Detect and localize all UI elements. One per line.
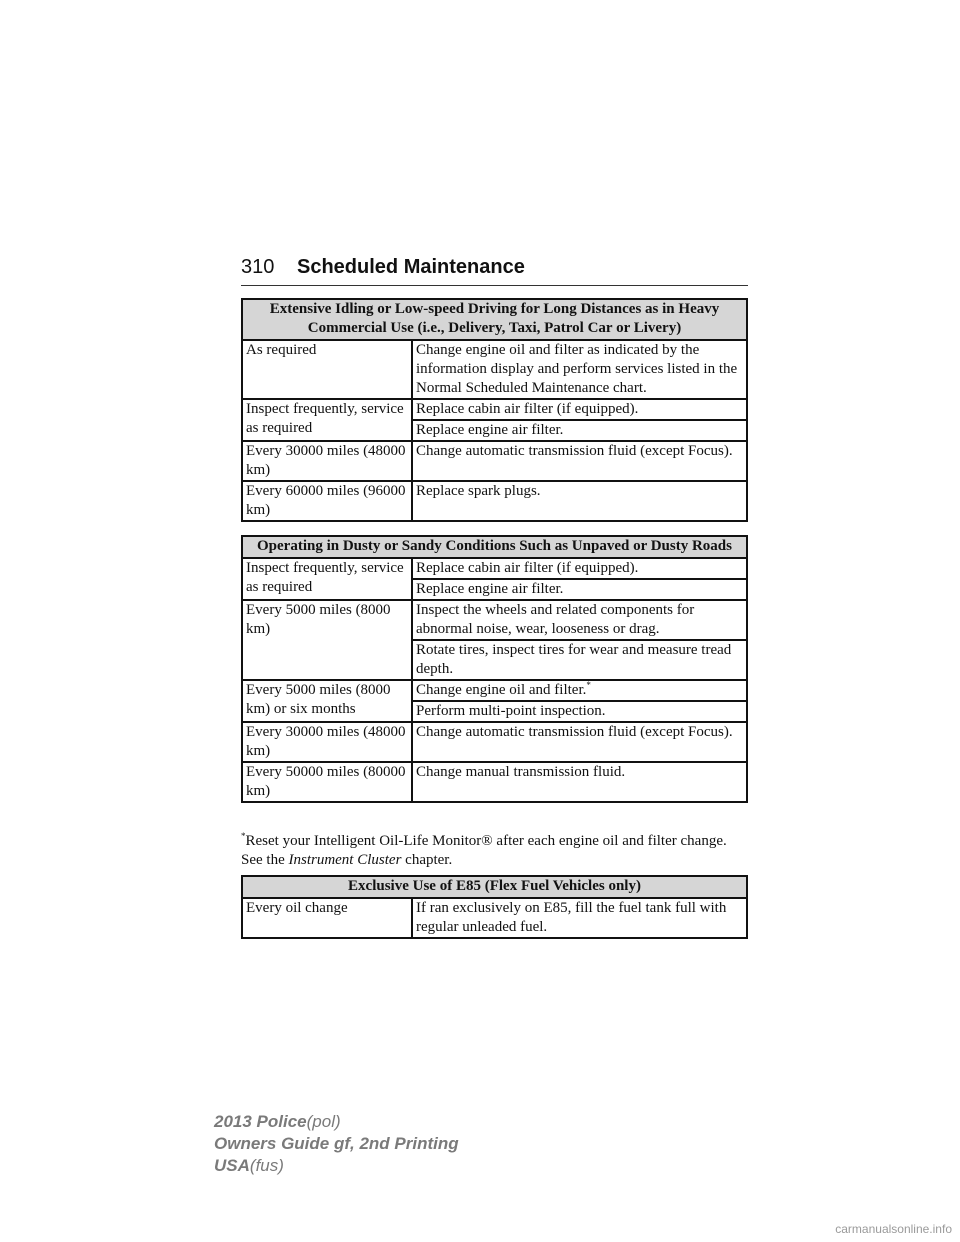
- footnote-mark: *: [586, 680, 591, 690]
- footnote-text-end: chapter.: [401, 852, 453, 868]
- footer-guide-line: [214, 1134, 459, 1154]
- chapter-reference: Instrument Cluster: [288, 852, 402, 868]
- maintenance-table-heavy-use: [241, 298, 748, 522]
- maintenance-table-dusty-conditions: [241, 535, 748, 803]
- footer-model: 2013 Police: [214, 1112, 307, 1131]
- table-title: Exclusive Use of E85 (Flex Fuel Vehicles only): [242, 876, 747, 898]
- footnote-mark: *: [241, 831, 246, 841]
- footer-region-code: (fus): [249, 1156, 284, 1175]
- table-row: [242, 441, 747, 481]
- table-row: [242, 600, 747, 640]
- service-text: Change engine oil and filter.: [416, 682, 587, 698]
- interval-cell: Every 30000 miles (48000 km): [242, 441, 412, 481]
- watermark: carmanualsonline.info: [835, 1222, 952, 1236]
- service-cell: Replace cabin air filter (if equipped).: [412, 558, 747, 579]
- footer-model-line: [214, 1112, 341, 1132]
- page-number: 310: [241, 256, 275, 278]
- interval-cell: Every oil change: [242, 898, 412, 938]
- service-cell: Replace engine air filter.: [412, 420, 747, 441]
- table-row: [242, 898, 747, 938]
- interval-cell: Every 60000 miles (96000 km): [242, 481, 412, 521]
- table-row: [242, 340, 747, 399]
- interval-cell: Inspect frequently, service as required: [242, 558, 412, 600]
- footnote-text: Reset your Intelligent Oil-Life Monitor® after each engine oil and filter change. See the: [241, 833, 727, 868]
- service-cell: Replace cabin air filter (if equipped).: [412, 399, 747, 420]
- header-rule: [241, 285, 748, 286]
- interval-cell: Every 30000 miles (48000 km): [242, 722, 412, 762]
- service-cell: If ran exclusively on E85, fill the fuel tank full with regular unleaded fuel.: [412, 898, 747, 938]
- service-cell: Inspect the wheels and related components for abnormal noise, wear, looseness or drag.: [412, 600, 747, 640]
- service-cell: Change automatic transmission fluid (except Focus).: [412, 441, 747, 481]
- footnote: [241, 832, 748, 870]
- footer-guide: Owners Guide gf, 2nd Printing: [214, 1134, 459, 1153]
- table-header-row: [242, 876, 747, 898]
- table-row: [242, 481, 747, 521]
- footer-model-code: (pol): [306, 1112, 341, 1131]
- service-cell: Change automatic transmission fluid (except Focus).: [412, 722, 747, 762]
- service-cell: Replace spark plugs.: [412, 481, 747, 521]
- interval-cell: Every 5000 miles (8000 km) or six months: [242, 680, 412, 722]
- service-cell: Change manual transmission fluid.: [412, 762, 747, 802]
- service-cell: Change engine oil and filter as indicated by the information display and perform services listed in the Normal Scheduled Maintenance chart.: [412, 340, 747, 399]
- table-row: [242, 722, 747, 762]
- table-row: [242, 558, 747, 579]
- interval-cell: Every 5000 miles (8000 km): [242, 600, 412, 680]
- table-row: [242, 399, 747, 420]
- footer-region-line: [214, 1156, 284, 1176]
- table-header-row: [242, 536, 747, 558]
- table-title: Extensive Idling or Low-speed Driving for Long Distances as in Heavy Commercial Use (i.e., Delivery, Taxi, Patrol Car or Livery): [242, 299, 747, 340]
- footer-region: USA: [214, 1156, 250, 1175]
- maintenance-table-e85: [241, 875, 748, 939]
- service-cell: [412, 680, 747, 701]
- page-header: [241, 256, 748, 286]
- table-header-row: [242, 299, 747, 340]
- service-cell: Replace engine air filter.: [412, 579, 747, 600]
- service-cell: Rotate tires, inspect tires for wear and measure tread depth.: [412, 640, 747, 680]
- interval-cell: Inspect frequently, service as required: [242, 399, 412, 441]
- table-row: [242, 680, 747, 701]
- service-cell: Perform multi-point inspection.: [412, 701, 747, 722]
- table-row: [242, 762, 747, 802]
- section-title: Scheduled Maintenance: [297, 256, 525, 278]
- table-title: Operating in Dusty or Sandy Conditions Such as Unpaved or Dusty Roads: [242, 536, 747, 558]
- interval-cell: As required: [242, 340, 412, 399]
- interval-cell: Every 50000 miles (80000 km): [242, 762, 412, 802]
